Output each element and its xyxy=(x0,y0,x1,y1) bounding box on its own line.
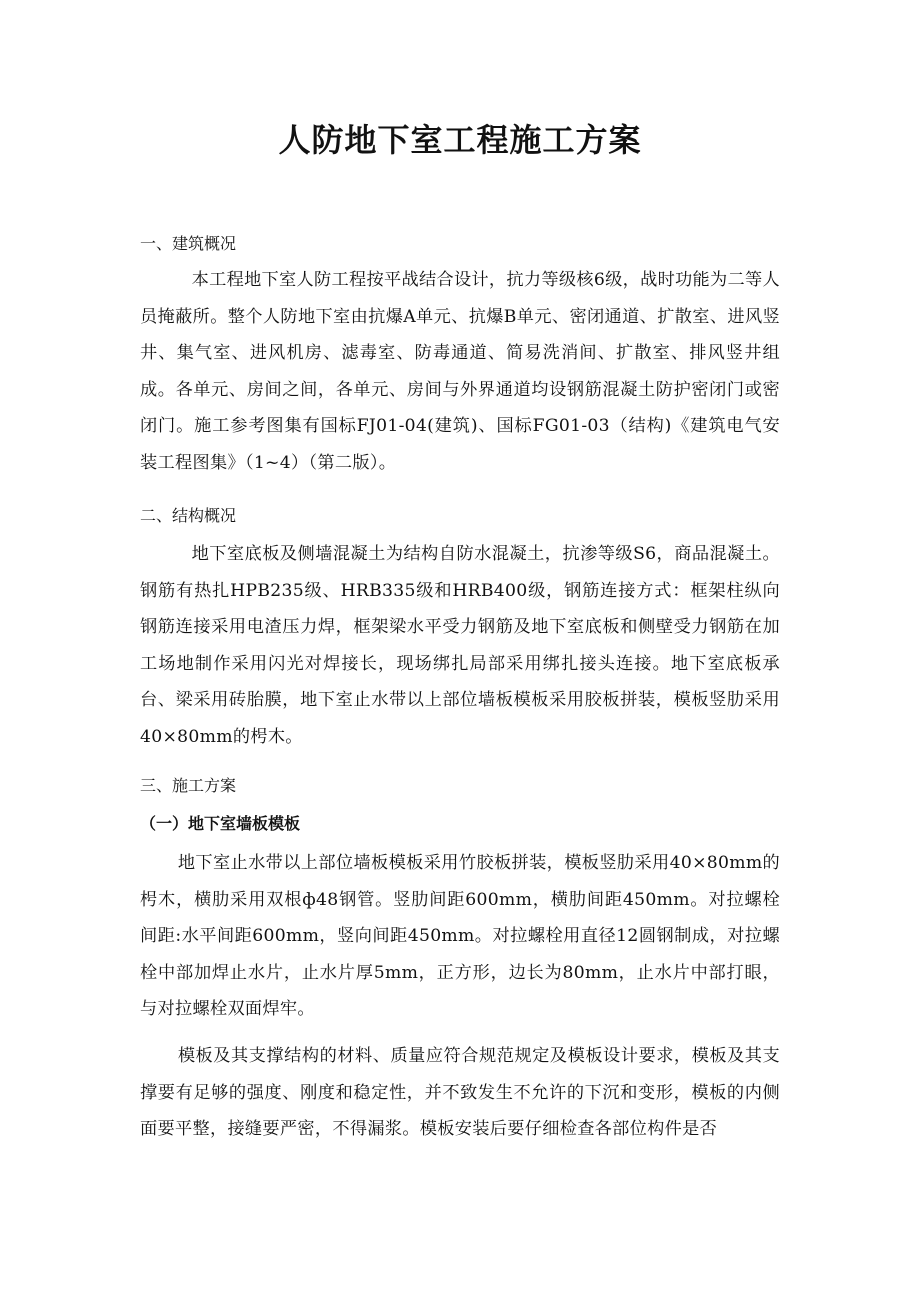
section-heading-3: 三、施工方案 xyxy=(140,776,237,795)
section-heading-2: 二、结构概况 xyxy=(140,506,237,525)
document-title: 人防地下室工程施工方案 xyxy=(278,121,642,159)
subsection-heading: （一）地下室墙板模板 xyxy=(140,814,301,833)
section-3-paragraph-2: 模板及其支撑结构的材料、质量应符合规范规定及模板设计要求，模板及其支撑要有足够的强度、刚度和稳定性，并不致发生不允许的下沉和变形，模板的内侧面要平整，接缝要严密，不得漏浆。模板安装后要仔细检查各部位构件是否 xyxy=(140,1046,780,1139)
section-1-paragraph: 本工程地下室人防工程按平战结合设计，抗力等级核6级，战时功能为二等人员掩蔽所。整个人防地下室由抗爆A单元、抗爆B单元、密闭通道、扩散室、进风竖井、集气室、进风机房、滤毒室、防毒通道、简易洗消间、扩散室、排风竖井组成。各单元、房间之间，各单元、房间与外界通道均设钢筋混凝土防护密闭门或密闭门。施工参考图集有国标FJ01-04(建筑)、国标FG01-03（结构)《建筑电气安装工程图集》（1~4）（第二版）。 xyxy=(140,270,780,473)
section-heading-1: 一、建筑概况 xyxy=(140,234,237,253)
section-3-paragraph-1: 地下室止水带以上部位墙板模板采用竹胶板拼装，模板竖肋采用40×80mm的枵木，横肋采用双根ф48钢管。竖肋间距600mm，横肋间距450mm。对拉螺栓间距:水平间距600mm，竖向间距450mm。对拉螺栓用直径12圆钢制成，对拉螺栓中部加焊止水片，止水片厚5mm，正方形，边长为80mm，止水片中部打眼，与对拉螺栓双面焊牢。 xyxy=(140,853,780,1019)
section-2-paragraph: 地下室底板及侧墙混凝土为结构自防水混凝土，抗渗等级S6，商品混凝土。钢筋有热扎HPB235级、HRB335级和HRB400级，钢筋连接方式：框架柱纵向钢筋连接采用电渣压力焊，框架梁水平受力钢筋及地下室底板和侧壁受力钢筋在加工场地制作采用闪光对焊接长，现场绑扎局部采用绑扎接头连接。地下室底板承台、梁采用砖胎膜，地下室止水带以上部位墙板模板采用胶板拼装，模板竖肋采用40×80mm的枵木。 xyxy=(140,544,780,747)
